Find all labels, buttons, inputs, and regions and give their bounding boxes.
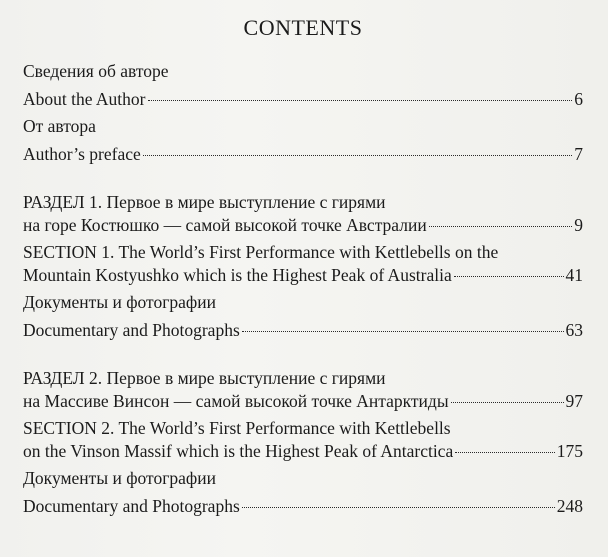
toc-entry-title: РАЗДЕЛ 1. Первое в мире выступление с гирями — [23, 192, 386, 212]
toc-entry-title: SECTION 2. The World’s First Performance with Kettlebells — [23, 418, 451, 438]
toc-entry-title: Documentary and Photographs — [23, 319, 240, 340]
toc-entry-about-author-en[interactable] — [23, 88, 583, 111]
dot-leader — [454, 276, 564, 277]
toc-entry-title: Documentary and Photographs — [23, 495, 240, 516]
toc-entry-title: РАЗДЕЛ 2. Первое в мире выступление с гирями — [23, 368, 386, 388]
dot-leader — [242, 507, 555, 508]
toc-entry-title: Документы и фотографии — [23, 468, 216, 488]
toc-page-number: 175 — [556, 440, 583, 461]
toc-entry-documents-en-1[interactable] — [23, 319, 583, 342]
toc-entry-preface-ru — [23, 115, 583, 138]
toc-page-number: 63 — [565, 319, 583, 340]
toc-entry-title: От автора — [23, 116, 96, 136]
dot-leader — [148, 100, 573, 101]
toc-page-number: 9 — [574, 214, 583, 235]
toc-entry-title: Сведения об авторе — [23, 61, 169, 81]
toc-entry-title: SECTION 1. The World’s First Performance with Kettlebells on the — [23, 242, 499, 262]
toc-entry-section-2-en[interactable] — [23, 417, 583, 462]
toc-entry-title-cont: on the Vinson Massif which is the Highest Peak of Antarctica — [23, 440, 454, 461]
toc-entry-documents-ru-1 — [23, 291, 583, 314]
toc-entry-title: Author’s preface — [23, 143, 141, 164]
toc-entry-about-author-ru — [23, 60, 583, 83]
dot-leader — [242, 331, 564, 332]
toc-entry-documents-en-2[interactable] — [23, 495, 583, 518]
toc-page-number: 7 — [574, 143, 583, 164]
toc-page-number: 41 — [565, 264, 583, 285]
dot-leader — [429, 226, 573, 227]
toc-entry-section-2-ru[interactable] — [23, 367, 583, 412]
toc-entry-section-1-en[interactable] — [23, 241, 583, 286]
table-of-contents — [23, 60, 583, 517]
toc-entry-preface-en[interactable] — [23, 143, 583, 166]
contents-heading: CONTENTS — [243, 15, 363, 40]
toc-entry-title-cont: Mountain Kostyushko which is the Highest Peak of Australia — [23, 264, 452, 285]
toc-entry-title: Документы и фотографии — [23, 292, 216, 312]
toc-page-number: 248 — [556, 495, 583, 516]
toc-entry-title: About the Author — [23, 88, 146, 109]
dot-leader — [451, 402, 564, 403]
dot-leader — [143, 155, 573, 156]
toc-entry-title-cont: на горе Костюшко — самой высокой точке Австралии — [23, 214, 427, 235]
dot-leader — [455, 452, 555, 453]
toc-entry-documents-ru-2 — [23, 467, 583, 490]
toc-entry-section-1-ru[interactable] — [23, 191, 583, 236]
toc-page-number: 6 — [574, 88, 583, 109]
section-spacer — [23, 170, 583, 191]
toc-entry-title-cont: на Массиве Винсон — самой высокой точке Антарктиды — [23, 390, 449, 411]
section-spacer — [23, 346, 583, 367]
toc-page-number: 97 — [565, 390, 583, 411]
